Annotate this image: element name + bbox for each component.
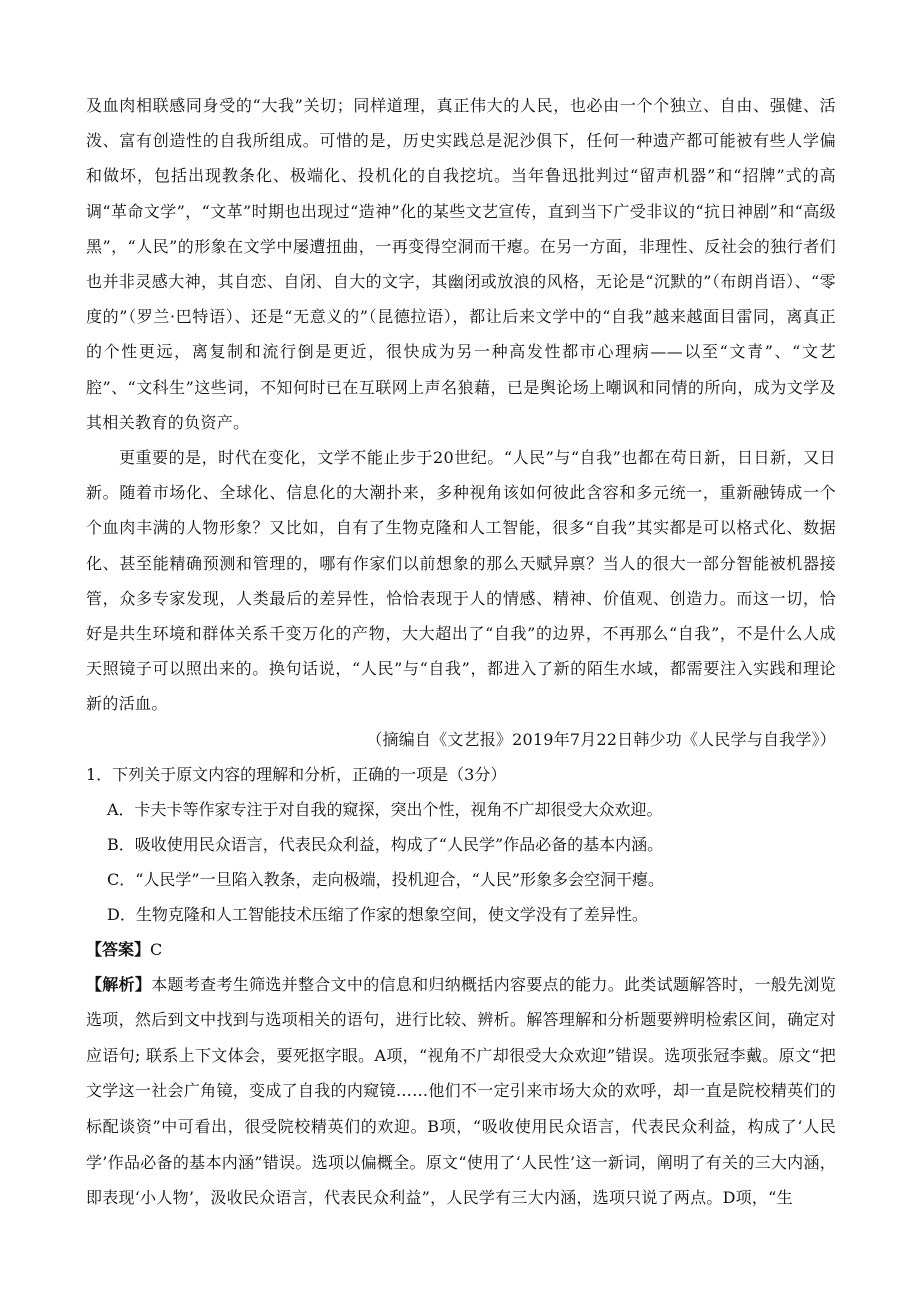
analysis-block bbox=[86, 967, 836, 1216]
option-d: D．生物克隆和人工智能技术压缩了作家的想象空间，使文学没有了差异性。 bbox=[107, 904, 648, 924]
passage-source: （摘编自《文艺报》2019年7月22日韩少功《人民学与自我学》） bbox=[366, 729, 836, 749]
question-stem: 1．下列关于原文内容的理解和分析，正确的一项是（3分） bbox=[86, 764, 507, 784]
analysis-label: 【解析】 bbox=[86, 974, 152, 994]
passage-paragraph-1: 及血肉相联感同身受的“大我”关切；同样道理，真正伟大的人民，也必由一个个独立、自由、强健、活泼、富有创造性的自我所组成。可惜的是，历史实践总是泥沙俱下，任何一种遗产都可能被有些人学偏和做坏，包括出现教条化、极端化、投机化的自我挖坑。当年鲁迅批判过“留声机器”和“招牌”式的高调“革命文学”，“文革”时期也出现过“造神”化的某些文艺宣传，直到当下广受非议的“抗日神剧”和“高级黑”，“人民”的形象在文学中屡遭扭曲，一再变得空洞而干瘪。在另一方面，非理性、反社会的独行者们也并非灵感大神，其自恋、自闭、自大的文字，其幽闭或放浪的风格，无论是“沉默的”（布朗肖语）、“零度的”（罗兰·巴特语）、还是“无意义的”（昆德拉语），都让后来文学中的“自我”越来越面目雷同，离真正的个性更远，离复制和流行倒是更近，很快成为另一种高发性都市心理病——以至“文青”、“文艺腔”、“文科生”这些词，不知何时已在互联网上声名狼藉，已是舆论场上嘲讽和同情的所向，成为文学及其相关教育的负资产。 bbox=[86, 96, 836, 432]
option-c: C．“人民学”一旦陷入教条，走向极端，投机迎合，“人民”形象多会空洞干瘪。 bbox=[107, 869, 664, 889]
analysis-text: 本题考查考生筛选并整合文中的信息和归纳概括内容要点的能力。此类试题解答时，一般先浏览选项，然后到文中找到与选项相关的语句，进行比较、辨析。解答理解和分析题要辨明检索区间，确定对应语句; 联系上下文体会，要死抠字眼。A项，“视角不广却很受大众欢迎”错误。选项张冠李戴。原文“把文学这一社会广角镜，变成了自我的内窥镜……他们不一定引来市场大众的欢呼，却一直是院校精英们的标配谈资”中可看出，很受院校精英们的欢迎。B项，“吸收使用民众语言，代表民众利益，构成了‘人民学’作品必备的基本内涵”错误。选项以偏概全。原文“使用了‘人民性’这一新词，阐明了有关的三大内涵，即表现‘小人物’，汲收民众语言，代表民众利益”，人民学有三大内涵，选项只说了两点。D项，“生 bbox=[86, 974, 836, 1208]
document-page bbox=[86, 88, 836, 1216]
answer-value: C bbox=[150, 939, 163, 959]
passage-paragraph-2: 更重要的是，时代在变化，文学不能止步于20世纪。“人民”与“自我”也都在苟日新，日日新，又日新。随着市场化、全球化、信息化的大潮扑来，多种视角该如何彼此含容和多元统一，重新融铸成一个个血肉丰满的人物形象？又比如，自有了生物克隆和人工智能，很多“自我”其实都是可以格式化、数据化、甚至能精确预测和管理的，哪有作家们以前想象的那么天赋异禀？当人的很大一部分智能被机器接管，众多专家发现，人类最后的差异性，恰恰表现于人的情感、精神、价值观、创造力。而这一切，恰好是共生环境和群体关系千变万化的产物，大大超出了“自我”的边界，不再那么“自我”，不是什么人成天照镜子可以照出来的。换句话说，“人民”与“自我”，都进入了新的陌生水域，都需要注入实践和理论新的活血。 bbox=[86, 448, 836, 714]
option-a: A．卡夫卡等作家专注于对自我的窥探，突出个性，视角不广却很受大众欢迎。 bbox=[107, 799, 663, 819]
answer-line bbox=[86, 932, 836, 967]
option-b: B．吸收使用民众语言，代表民众利益，构成了“人民学”作品必备的基本内涵。 bbox=[107, 834, 664, 854]
answer-label: 【答案】 bbox=[86, 939, 151, 959]
